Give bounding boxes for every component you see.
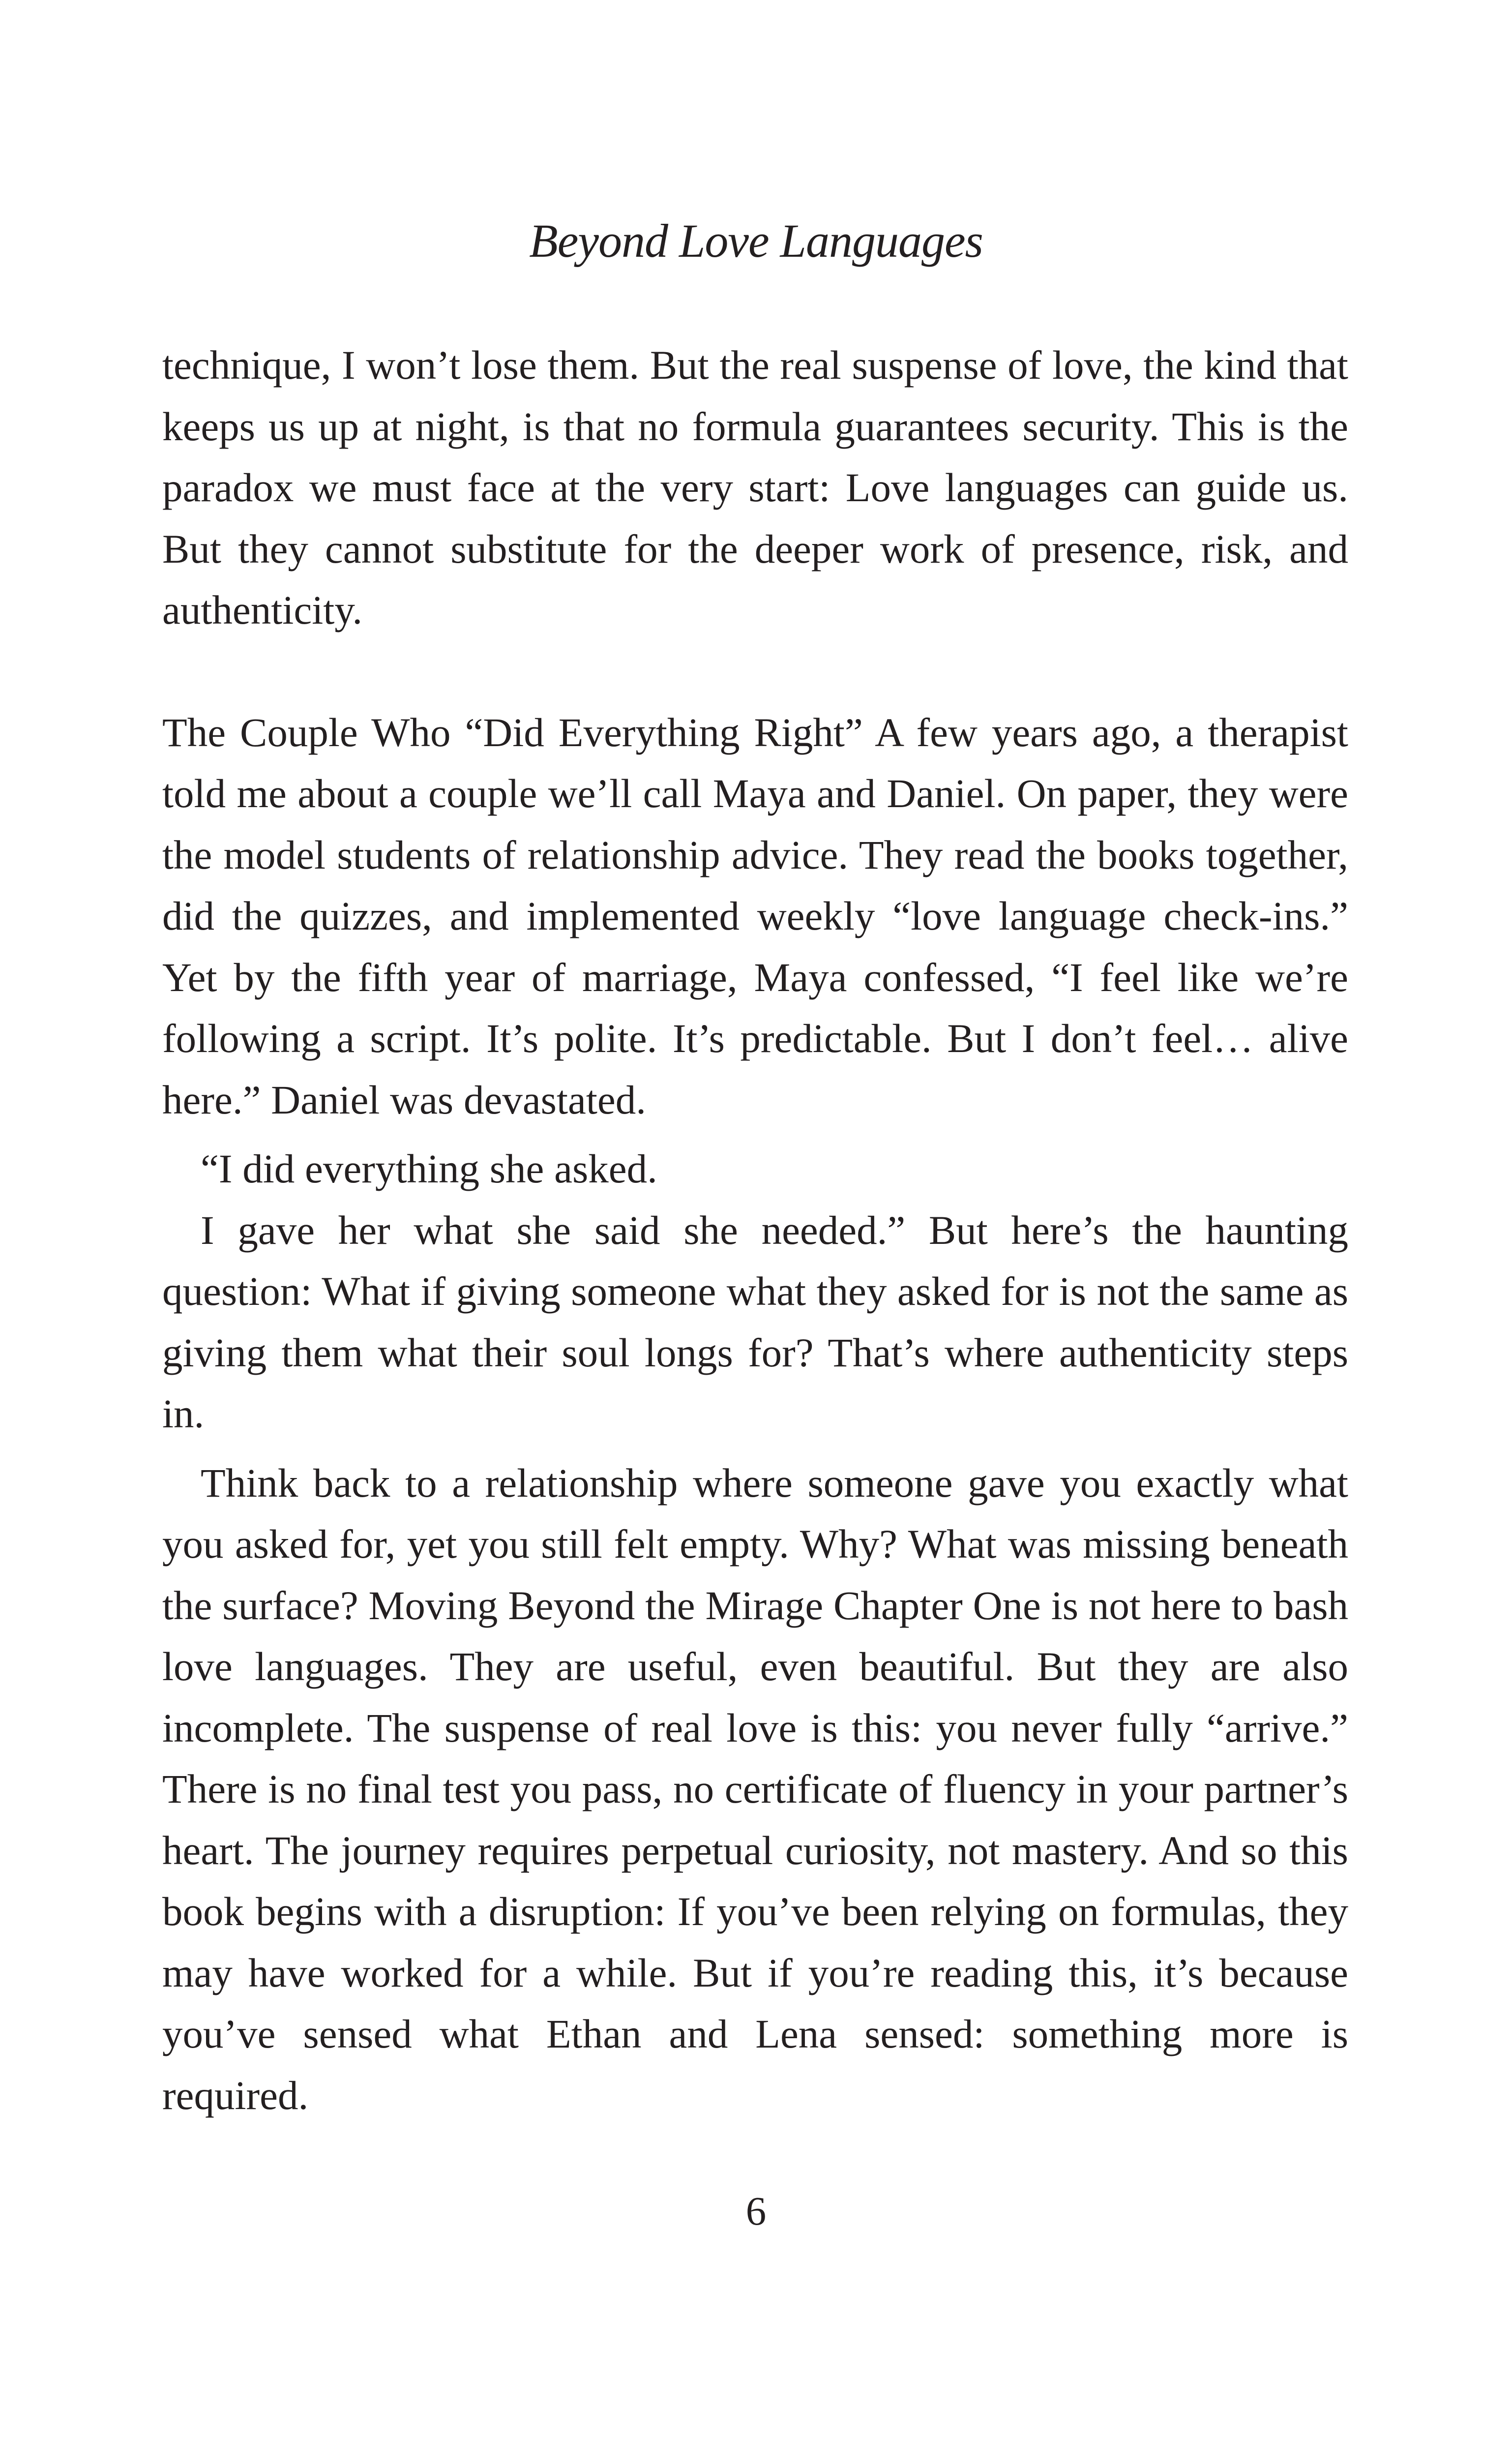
paragraph-quote-start: “I did everything she asked. (201, 1146, 657, 1191)
page-number: 6 (745, 2188, 767, 2233)
paragraph-reflection: Think back to a relationship where someone gave you exactly what you asked for, yet you still felt empty. Why? What was missing beneath the surface? Moving Beyond the Mirage Chapter One is not here to bash love languages. They are useful, even beautiful. But they are also incomplete. The suspense of real love is this: you never fully “arrive.” There is no final test you pass, no certificate of fluency in your partner’s heart. The journey requires perpetual curiosity, not mastery. And so this book begins with a disruption: If you’ve been relying on formulas, they may have worked for a while. But if you’re reading this, it’s because you’ve sensed what Ethan and Lena sensed: something more is required. (162, 1460, 1348, 2118)
body-text (162, 334, 1348, 2126)
paragraph-continuation: technique, I won’t lose them. But the real suspense of love, the kind that keeps us up at night, is that no formula guarantees security. This is the paradox we must face at the very start: Love languages can guide us. But they cannot substitute for the deeper work of presence, risk, and authenticity. (162, 342, 1348, 633)
paragraph-haunting-question: I gave her what she said she needed.” But here’s the haunting question: What if giving someone what they asked for is not the same as giving them what their soul longs for? That’s where authenticity steps in. (162, 1207, 1348, 1436)
running-header-title: Beyond Love Languages (529, 214, 983, 267)
paragraph-couple-story: The Couple Who “Did Everything Right” A few years ago, a therapist told me about a couple we’ll call Maya and Daniel. On paper, they were the model students of relationship advice. They read the books together, did the quizzes, and implemented weekly “love language check-ins.” Yet by the fifth year of marriage, Maya confessed, “I feel like we’re following a script. It’s polite. It’s predictable. But I don’t feel… alive here.” Daniel was devastated. (162, 709, 1348, 1122)
